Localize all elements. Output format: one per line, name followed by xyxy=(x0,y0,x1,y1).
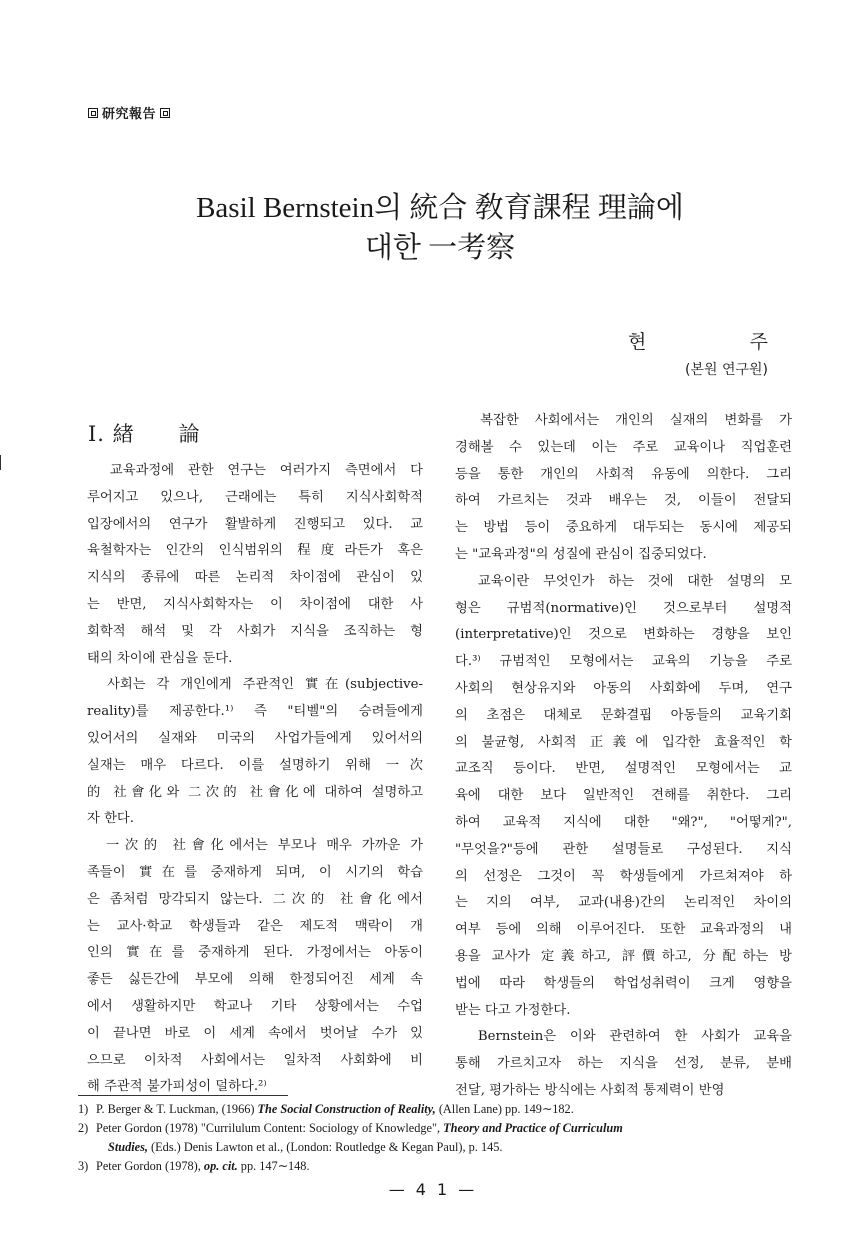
text-line: (interpretative)인 것으로 변화하는 경향을 보인 xyxy=(455,627,792,643)
text-line: 는 지의 여부, 교과(내용)간의 논리적인 차이의 xyxy=(455,895,792,911)
text-line: 교육과정에 관한 연구는 여러가지 측면에서 다 xyxy=(87,463,423,478)
body-column-left xyxy=(87,458,423,1101)
text-line: 실재는 매우 다르다. 이를 설명하기 위해 一次 xyxy=(87,757,423,773)
text-line: 복잡한 사회에서는 개인의 실재의 변화를 가 xyxy=(455,413,792,428)
text-line: 으므로 이차적 사회에서는 일차적 사회화에 비 xyxy=(87,1052,423,1068)
footnote-divider xyxy=(78,1095,288,1096)
text-line: 은 좀처럼 망각되지 않는다. 二次的 社會化에서 xyxy=(87,891,423,907)
text-line: 법에 따라 학생들의 학업성취력이 크게 영향을 xyxy=(455,975,792,991)
text-line: 지식의 종류에 따른 논리적 차이점에 관심이 있 xyxy=(87,570,423,586)
text-line: 的 社會化와 二次的 社會化에 대하여 설명하고 xyxy=(87,784,423,800)
text-line: 태의 차이에 관심을 둔다. xyxy=(87,650,233,666)
text-line: 있어서의 실재와 미국의 사업가들에게 있어서의 xyxy=(87,730,423,746)
text-line: 루어지고 있으나, 근래에는 특히 지식사회학적 xyxy=(87,489,423,505)
text-line: "무엇을?"등에 관한 설명들로 구성된다. 지식 xyxy=(455,841,792,857)
text-line: 하여 가르치는 것과 배우는 것, 이들이 전달되 xyxy=(455,493,792,509)
page-number: — 4 1 — xyxy=(388,1180,478,1199)
author-name-part-2: 주 xyxy=(749,331,768,353)
paper-title-line-2: 대한 一考察 xyxy=(364,232,516,264)
author-name xyxy=(628,327,768,354)
series-label xyxy=(88,103,170,122)
text-line: 회학적 해석 및 각 사회가 지식을 조직하는 형 xyxy=(87,623,423,639)
text-line: 육철학자는 인간의 인식범위의 程度라든가 혹은 xyxy=(87,543,423,559)
square-bullet-icon xyxy=(88,108,98,118)
text-line: 해 주관적 불가피성이 덜하다.²⁾ xyxy=(87,1079,267,1095)
text-line: 등을 통한 개인의 사회적 유동에 의한다. 그리 xyxy=(455,466,792,482)
text-line: 의 불균형, 사회적 正義에 입각한 효율적인 학 xyxy=(455,734,792,750)
text-line: 경해볼 수 있는데 이는 주로 교육이나 직업훈련 xyxy=(455,439,792,455)
author-name-part-1: 현 xyxy=(628,331,647,353)
text-line: 여부 등에 의해 이루어진다. 또한 교육과정의 내 xyxy=(455,922,792,938)
text-line: 는 교사·학교 학생들과 같은 제도적 맥락이 개 xyxy=(87,918,423,934)
text-line: 는 "교육과정"의 성질에 관심이 집중되었다. xyxy=(455,546,707,562)
footnotes xyxy=(78,1100,798,1176)
text-line: 사회의 현상유지와 아동의 사회화에 두며, 연구 xyxy=(455,680,792,696)
footnote-2-continued: Studies, (Eds.) Denis Lawton et al., (London: Routledge & Kegan Paul), p. 145. xyxy=(108,1140,503,1154)
text-line: 용을 교사가 定義하고, 評價하고, 分配하는 방 xyxy=(455,948,792,964)
author-affiliation: (본원 연구원) xyxy=(685,362,768,378)
text-line: 의 초점은 대체로 문화결핍 아동들의 교육기회 xyxy=(455,707,792,723)
paper-title-line-1: Basil Bernstein의 統合 敎育課程 理論에 xyxy=(196,192,684,224)
text-line: 는 방법 등이 중요하게 대두되는 동시에 제공되 xyxy=(455,520,792,536)
text-line: 자 한다. xyxy=(87,811,134,827)
margin-mark xyxy=(0,455,1,470)
footnote-1: 1) P. Berger & T. Luckman, (1966) The Social Construction of Reality, (Allen Lane) pp. 149∼182. xyxy=(78,1102,574,1116)
text-line: 사회는 각 개인에게 주관적인 實在(subjective- xyxy=(87,677,423,693)
text-line: 인의 實在를 중재하게 된다. 가정에서는 아동이 xyxy=(87,945,423,961)
text-line: 족들이 實在를 중재하게 되며, 이 시기의 학습 xyxy=(87,864,423,880)
text-line: 육에 대한 보다 일반적인 견해를 취한다. 그리 xyxy=(455,788,792,804)
body-column-right xyxy=(455,408,792,1105)
text-line: 이 끝나면 바로 이 세계 속에서 벗어날 수가 있 xyxy=(87,1025,423,1041)
text-line: 一次的 社會化에서는 부모나 매우 가까운 가 xyxy=(87,838,423,854)
text-line: 좋든 싫든간에 부모에 의해 한정되어진 세계 속 xyxy=(87,972,423,988)
text-line: 받는 다고 가정한다. xyxy=(455,1002,571,1018)
section-heading: Ⅰ. 緖 論 xyxy=(88,422,201,446)
text-line: reality)를 제공한다.¹⁾ 즉 "티벨"의 승려들에게 xyxy=(87,704,423,720)
text-line: Bernstein은 이와 관련하여 한 사회가 교육을 xyxy=(455,1029,792,1045)
text-line: 교조직 등이다. 반면, 설명적인 모형에서는 교 xyxy=(455,761,792,777)
footnote-3: 3) Peter Gordon (1978), op. cit. pp. 147∼148. xyxy=(78,1159,310,1173)
square-bullet-icon xyxy=(160,108,170,118)
text-line: 다.³⁾ 규범적인 모형에서는 교육의 기능을 주로 xyxy=(455,654,792,670)
text-line: 통해 가르치고자 하는 지식을 선정, 분류, 분배 xyxy=(455,1056,792,1072)
text-line: 교육이란 무엇인가 하는 것에 대한 설명의 모 xyxy=(455,573,792,589)
text-line: 하여 교육적 지식에 대한 "왜?", "어떻게?", xyxy=(455,814,792,830)
series-label-text: 研究報告 xyxy=(102,107,157,122)
footnote-2: 2) Peter Gordon (1978) "Currilulum Content: Sociology of Knowledge", Theory and Practice of Curriculum xyxy=(78,1121,623,1135)
text-line: 전달, 평가하는 방식에는 사회적 통제력이 반영 xyxy=(455,1082,725,1098)
text-line: 의 선정은 그것이 꼭 학생들에게 가르쳐져야 하 xyxy=(455,868,792,884)
text-line: 형은 규범적(normative)인 것으로부터 설명적 xyxy=(455,600,792,616)
text-line: 입장에서의 연구가 활발하게 진행되고 있다. 교 xyxy=(87,516,423,532)
text-line: 에서 생활하지만 학교나 기타 상황에서는 수업 xyxy=(87,998,423,1014)
text-line: 는 반면, 지식사회학자는 이 차이점에 대한 사 xyxy=(87,596,423,612)
